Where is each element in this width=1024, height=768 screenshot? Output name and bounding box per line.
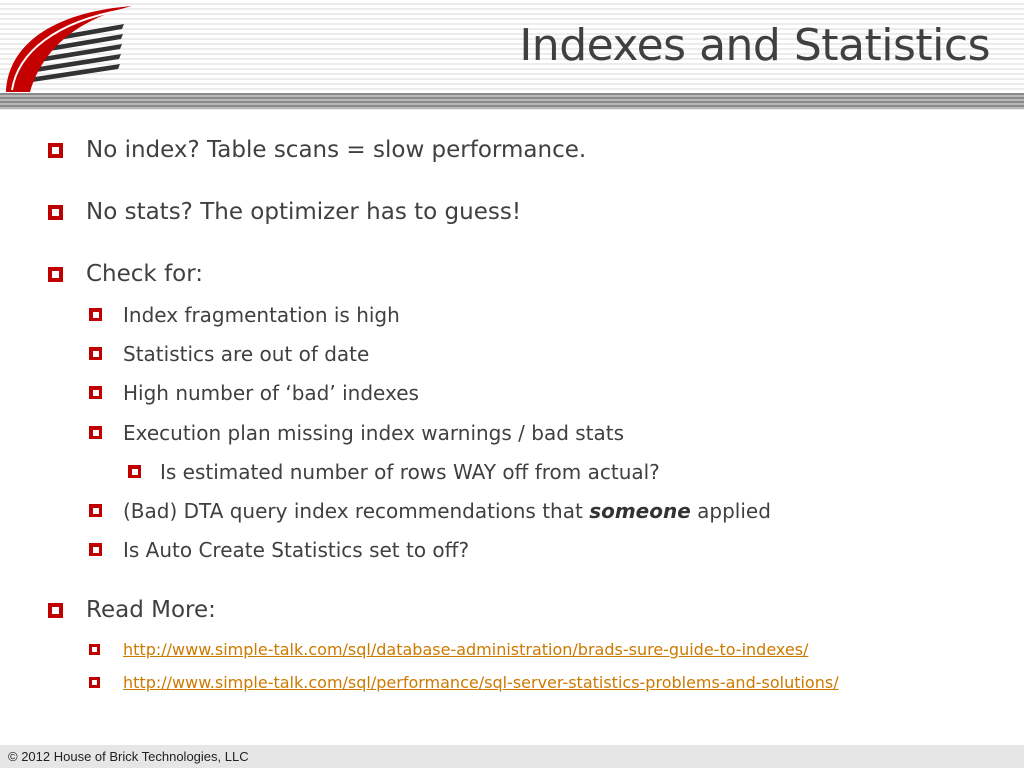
bullet-text-emphasis: someone [589, 499, 691, 523]
sub-sub-bullet-estimated-rows [160, 460, 660, 484]
bullet-text: Read More: [86, 597, 216, 623]
bullet-marker-icon [48, 205, 63, 220]
bullet-text: No stats? The optimizer has to guess! [86, 199, 522, 225]
bullet-marker-icon [48, 603, 63, 618]
bullet-marker-icon [89, 347, 102, 360]
sub-bullet-out-of-date [123, 342, 369, 366]
sub-bullet-bad-indexes [123, 381, 419, 405]
bullet-no-index [86, 137, 586, 163]
sub-bullet-dta [123, 499, 771, 523]
sub-bullet-auto-create [123, 538, 469, 562]
bullet-marker-icon [128, 465, 141, 478]
bullet-text: High number of ‘bad’ indexes [123, 381, 419, 405]
bullet-marker-icon [48, 267, 63, 282]
link-brads-guide-to-indexes[interactable]: http://www.simple-talk.com/sql/database-administration/brads-sure-guide-to-indexes/ [123, 640, 809, 659]
link-bullet-statistics [123, 673, 839, 692]
bullet-marker-icon [48, 143, 63, 158]
bullet-text: Index fragmentation is high [123, 303, 400, 327]
bullet-marker-icon [89, 504, 102, 517]
bullet-text-after: applied [690, 499, 771, 523]
bullet-text-before: (Bad) DTA query index recommendations that [123, 499, 590, 523]
bullet-no-stats [86, 199, 521, 225]
bullet-text: Statistics are out of date [123, 342, 370, 366]
sub-bullet-fragmentation [123, 303, 400, 327]
bullet-marker-icon [89, 386, 102, 399]
bullet-marker-icon [89, 426, 102, 439]
bullet-read-more [86, 597, 216, 623]
link-bullet-indexes [123, 640, 808, 659]
sub-bullet-execution-plan [123, 421, 624, 445]
bullet-text: No index? Table scans = slow performance. [86, 137, 587, 163]
bullet-text: Is Auto Create Statistics set to off? [123, 538, 470, 562]
bullet-text: Is estimated number of rows WAY off from actual? [160, 460, 660, 484]
bullet-text: Execution plan missing index warnings / bad stats [123, 421, 625, 445]
footer [0, 745, 1024, 768]
link-statistics-problems-and-solutions[interactable]: http://www.simple-talk.com/sql/performance/sql-server-statistics-problems-and-solutions/ [123, 673, 839, 692]
bullet-marker-icon [89, 677, 100, 688]
slide-title: Indexes and Statistics [519, 20, 990, 71]
bullet-text: Check for: [86, 261, 204, 287]
footer-copyright: © 2012 House of Brick Technologies, LLC [8, 749, 249, 764]
bullet-marker-icon [89, 644, 100, 655]
bullet-marker-icon [89, 543, 102, 556]
bullet-marker-icon [89, 308, 102, 321]
bullet-check-for [86, 261, 203, 287]
